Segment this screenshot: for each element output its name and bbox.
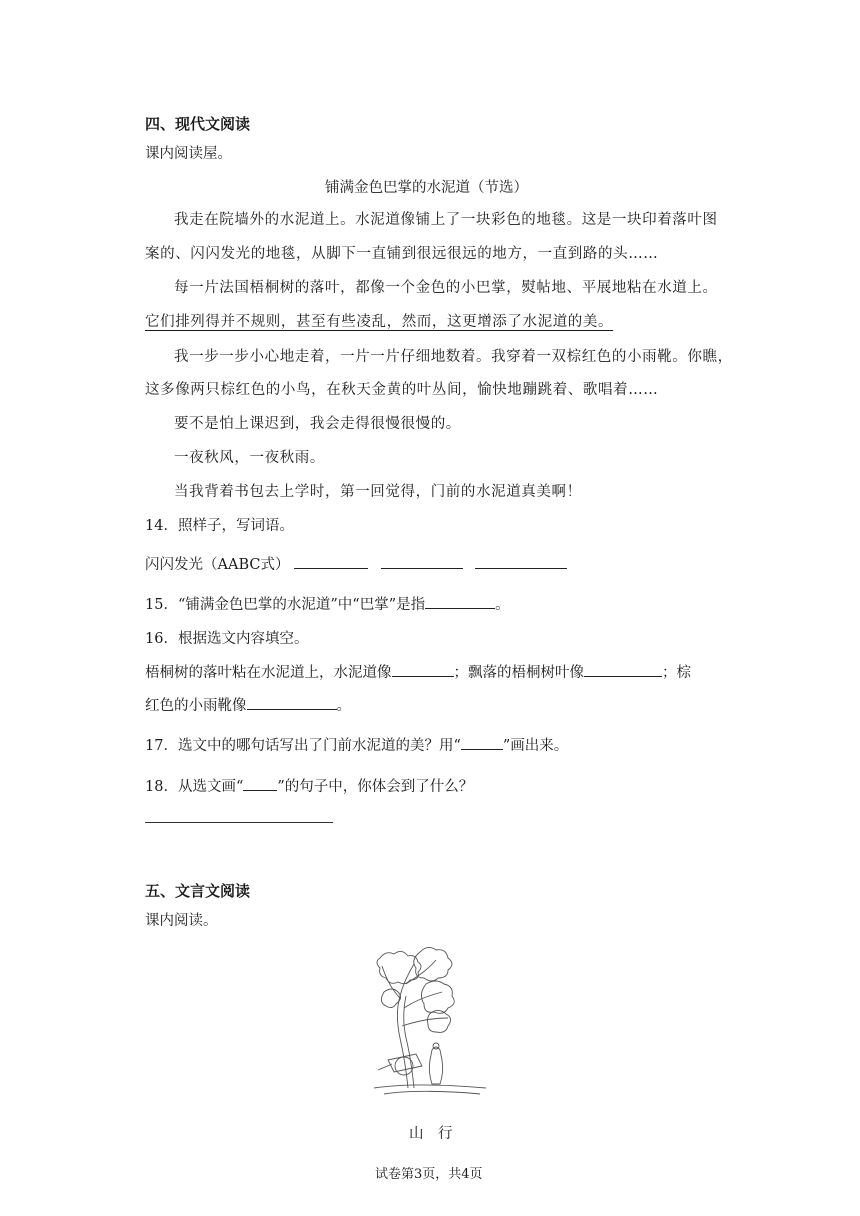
paragraph-4: 要不是怕上课迟到，我会走得很慢很慢的。 bbox=[174, 416, 461, 432]
answer-blank-16a[interactable] bbox=[392, 675, 454, 677]
paragraph-6: 当我背着书包去上学时，第一回觉得，门前的水泥道真美啊！ bbox=[174, 484, 582, 500]
underline-sample-18 bbox=[243, 789, 277, 791]
paragraph-2-line-2-underlined: 它们排列得并不规则，甚至有些凌乱，然而，这更增添了水泥道的美。 bbox=[145, 314, 614, 330]
question-18-text: 18．从选文画“ bbox=[145, 779, 244, 795]
question-15-end: 。 bbox=[495, 597, 510, 613]
section-intro: 课内阅读屋。 bbox=[145, 146, 232, 162]
question-14: 14．照样子，写词语。 bbox=[145, 518, 294, 534]
question-16-part-c: ；棕 bbox=[662, 665, 691, 681]
question-15-text: 15．“铺满金色巴掌的水泥道”中“巴掌”是指 bbox=[145, 597, 426, 613]
answer-blank-16b[interactable] bbox=[584, 675, 662, 677]
paragraph-5: 一夜秋风，一夜秋雨。 bbox=[174, 450, 325, 466]
question-18 bbox=[145, 775, 473, 796]
answer-blank-14b[interactable] bbox=[381, 567, 463, 569]
paragraph-1-line-2: 案的、闪闪发光的地毯，从脚下一直铺到很远很远的地方，一直到路的头…… bbox=[145, 246, 659, 262]
section-5-intro: 课内阅读。 bbox=[145, 913, 218, 929]
question-16: 16．根据选文内容填空。 bbox=[145, 631, 309, 647]
answer-line-18[interactable] bbox=[145, 822, 333, 823]
tree-and-scholar-illustration bbox=[370, 938, 490, 1102]
paragraph-2-line-1: 每一片法国梧桐树的落叶，都像一个金色的小巴掌，熨帖地、平展地粘在水道上。 bbox=[174, 280, 718, 296]
paragraph-1-line-1: 我走在院墙外的水泥道上。水泥道像铺上了一块彩色的地毯。这是一块印着落叶图 bbox=[174, 212, 718, 228]
question-16-part-e: 。 bbox=[336, 698, 351, 714]
question-15 bbox=[145, 593, 510, 614]
answer-blank-14c[interactable] bbox=[475, 567, 567, 569]
underline-sample-17 bbox=[461, 748, 503, 750]
section-heading-modern-reading: 四、现代文阅读 bbox=[145, 115, 251, 133]
question-16-line-2 bbox=[145, 694, 351, 715]
page-footer: 试卷第3页，共4页 bbox=[375, 1167, 483, 1182]
section-heading-classical-reading: 五、文言文阅读 bbox=[145, 882, 251, 900]
poem-title: 山 行 bbox=[409, 1126, 453, 1142]
question-18-end: ”的句子中，你体会到了什么？ bbox=[277, 779, 474, 795]
answer-blank-15[interactable] bbox=[425, 607, 495, 609]
question-16-line-1 bbox=[145, 661, 691, 682]
question-16-part-d: 红色的小雨靴像 bbox=[145, 698, 247, 714]
question-14-example: 闪闪发光（AABC式） bbox=[145, 557, 290, 573]
passage-title: 铺满金色巴掌的水泥道（节选） bbox=[325, 180, 528, 196]
question-17-end: ”画出来。 bbox=[502, 738, 569, 754]
paragraph-3-line-2: 这多像两只棕红色的小鸟，在秋天金黄的叶丛间，愉快地蹦跳着、歌唱着…… bbox=[145, 382, 659, 398]
question-17-text: 17．选文中的哪句话写出了门前水泥道的美？用“ bbox=[145, 738, 461, 754]
question-17 bbox=[145, 734, 568, 755]
question-16-part-a: 梧桐树的落叶粘在水泥道上，水泥道像 bbox=[145, 665, 392, 681]
answer-blank-14a[interactable] bbox=[294, 567, 368, 569]
paragraph-3-line-1: 我一步一步小心地走着，一片一片仔细地数着。我穿着一双棕红色的小雨靴。你瞧， bbox=[174, 349, 733, 365]
answer-blank-16c[interactable] bbox=[247, 708, 337, 710]
question-16-part-b: ；飘落的梧桐树叶像 bbox=[453, 665, 584, 681]
question-14-example-row bbox=[145, 553, 567, 574]
